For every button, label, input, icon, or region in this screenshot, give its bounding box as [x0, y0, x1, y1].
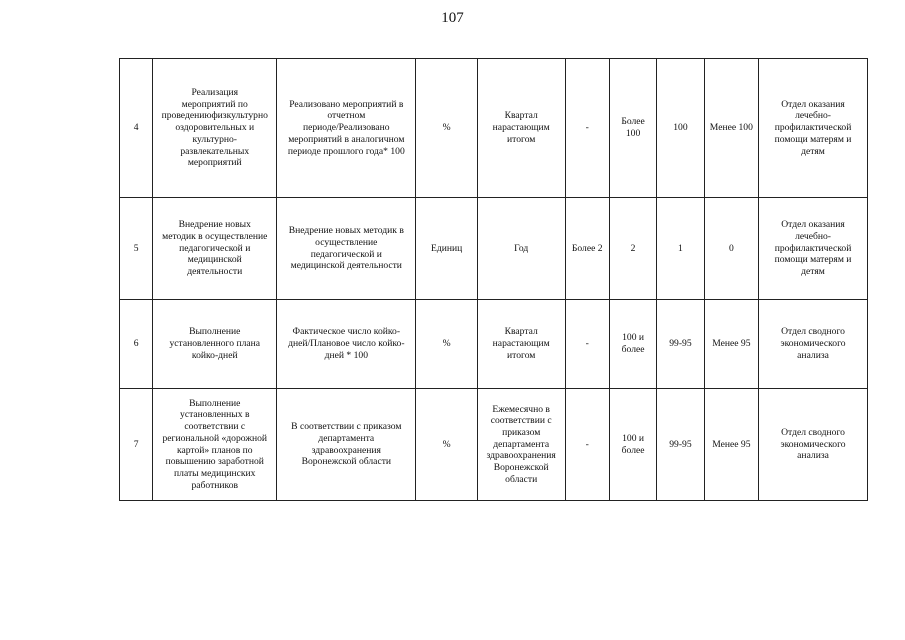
acceptable-value: 99-95 [657, 389, 704, 501]
row-number: 6 [120, 300, 153, 389]
acceptable-value: 1 [657, 198, 704, 300]
base-value: - [565, 59, 609, 198]
base-value: - [565, 389, 609, 501]
row-number: 7 [120, 389, 153, 501]
base-value: Более 2 [565, 198, 609, 300]
indicator-name: Выполнение установленных в соответствии с региональной «дорожной картой» планов по повышению заработной платы медицинских работников [153, 389, 277, 501]
responsible-department: Отдел сводного экономического анализа [759, 389, 868, 501]
base-value: - [565, 300, 609, 389]
acceptable-value: 100 [657, 59, 704, 198]
unit: % [416, 300, 477, 389]
critical-value: 0 [704, 198, 758, 300]
indicator-name: Внедрение новых методик в осуществление педагогической и медицинской деятельности [153, 198, 277, 300]
responsible-department: Отдел оказания лечебно- профилактической помощи матерям и детям [759, 59, 868, 198]
table-row [120, 300, 868, 389]
reporting-period: Ежемесячно в соответствии с приказом департамента здравоохранения Воронежской области [477, 389, 565, 501]
indicators-table [119, 58, 868, 501]
target-value: Более 100 [609, 59, 656, 198]
row-number: 5 [120, 198, 153, 300]
responsible-department: Отдел сводного экономического анализа [759, 300, 868, 389]
indicator-name: Реализация мероприятий по проведениюфизкультурно оздоровительных и культурно- развлекательных мероприятий [153, 59, 277, 198]
calculation-formula: Внедрение новых методик в осуществление педагогической и медицинской деятельности [277, 198, 416, 300]
critical-value: Менее 95 [704, 389, 758, 501]
reporting-period: Квартал нарастающим итогом [477, 59, 565, 198]
row-number: 4 [120, 59, 153, 198]
target-value: 100 и более [609, 300, 656, 389]
indicator-name: Выполнение установленного плана койко-дней [153, 300, 277, 389]
table-row [120, 198, 868, 300]
page-number: 107 [441, 10, 464, 26]
reporting-period: Год [477, 198, 565, 300]
target-value: 2 [609, 198, 656, 300]
unit: % [416, 59, 477, 198]
unit: % [416, 389, 477, 501]
responsible-department: Отдел оказания лечебно- профилактической помощи матерям и детям [759, 198, 868, 300]
table-row [120, 59, 868, 198]
table-row [120, 389, 868, 501]
acceptable-value: 99-95 [657, 300, 704, 389]
unit: Единиц [416, 198, 477, 300]
target-value: 100 и более [609, 389, 656, 501]
calculation-formula: Фактическое число койко- дней/Плановое число койко- дней * 100 [277, 300, 416, 389]
critical-value: Менее 95 [704, 300, 758, 389]
calculation-formula: Реализовано мероприятий в отчетном периоде/Реализовано мероприятий в аналогичном периоде прошлого года* 100 [277, 59, 416, 198]
critical-value: Менее 100 [704, 59, 758, 198]
calculation-formula: В соответствии с приказом департамента здравоохранения Воронежской области [277, 389, 416, 501]
reporting-period: Квартал нарастающим итогом [477, 300, 565, 389]
